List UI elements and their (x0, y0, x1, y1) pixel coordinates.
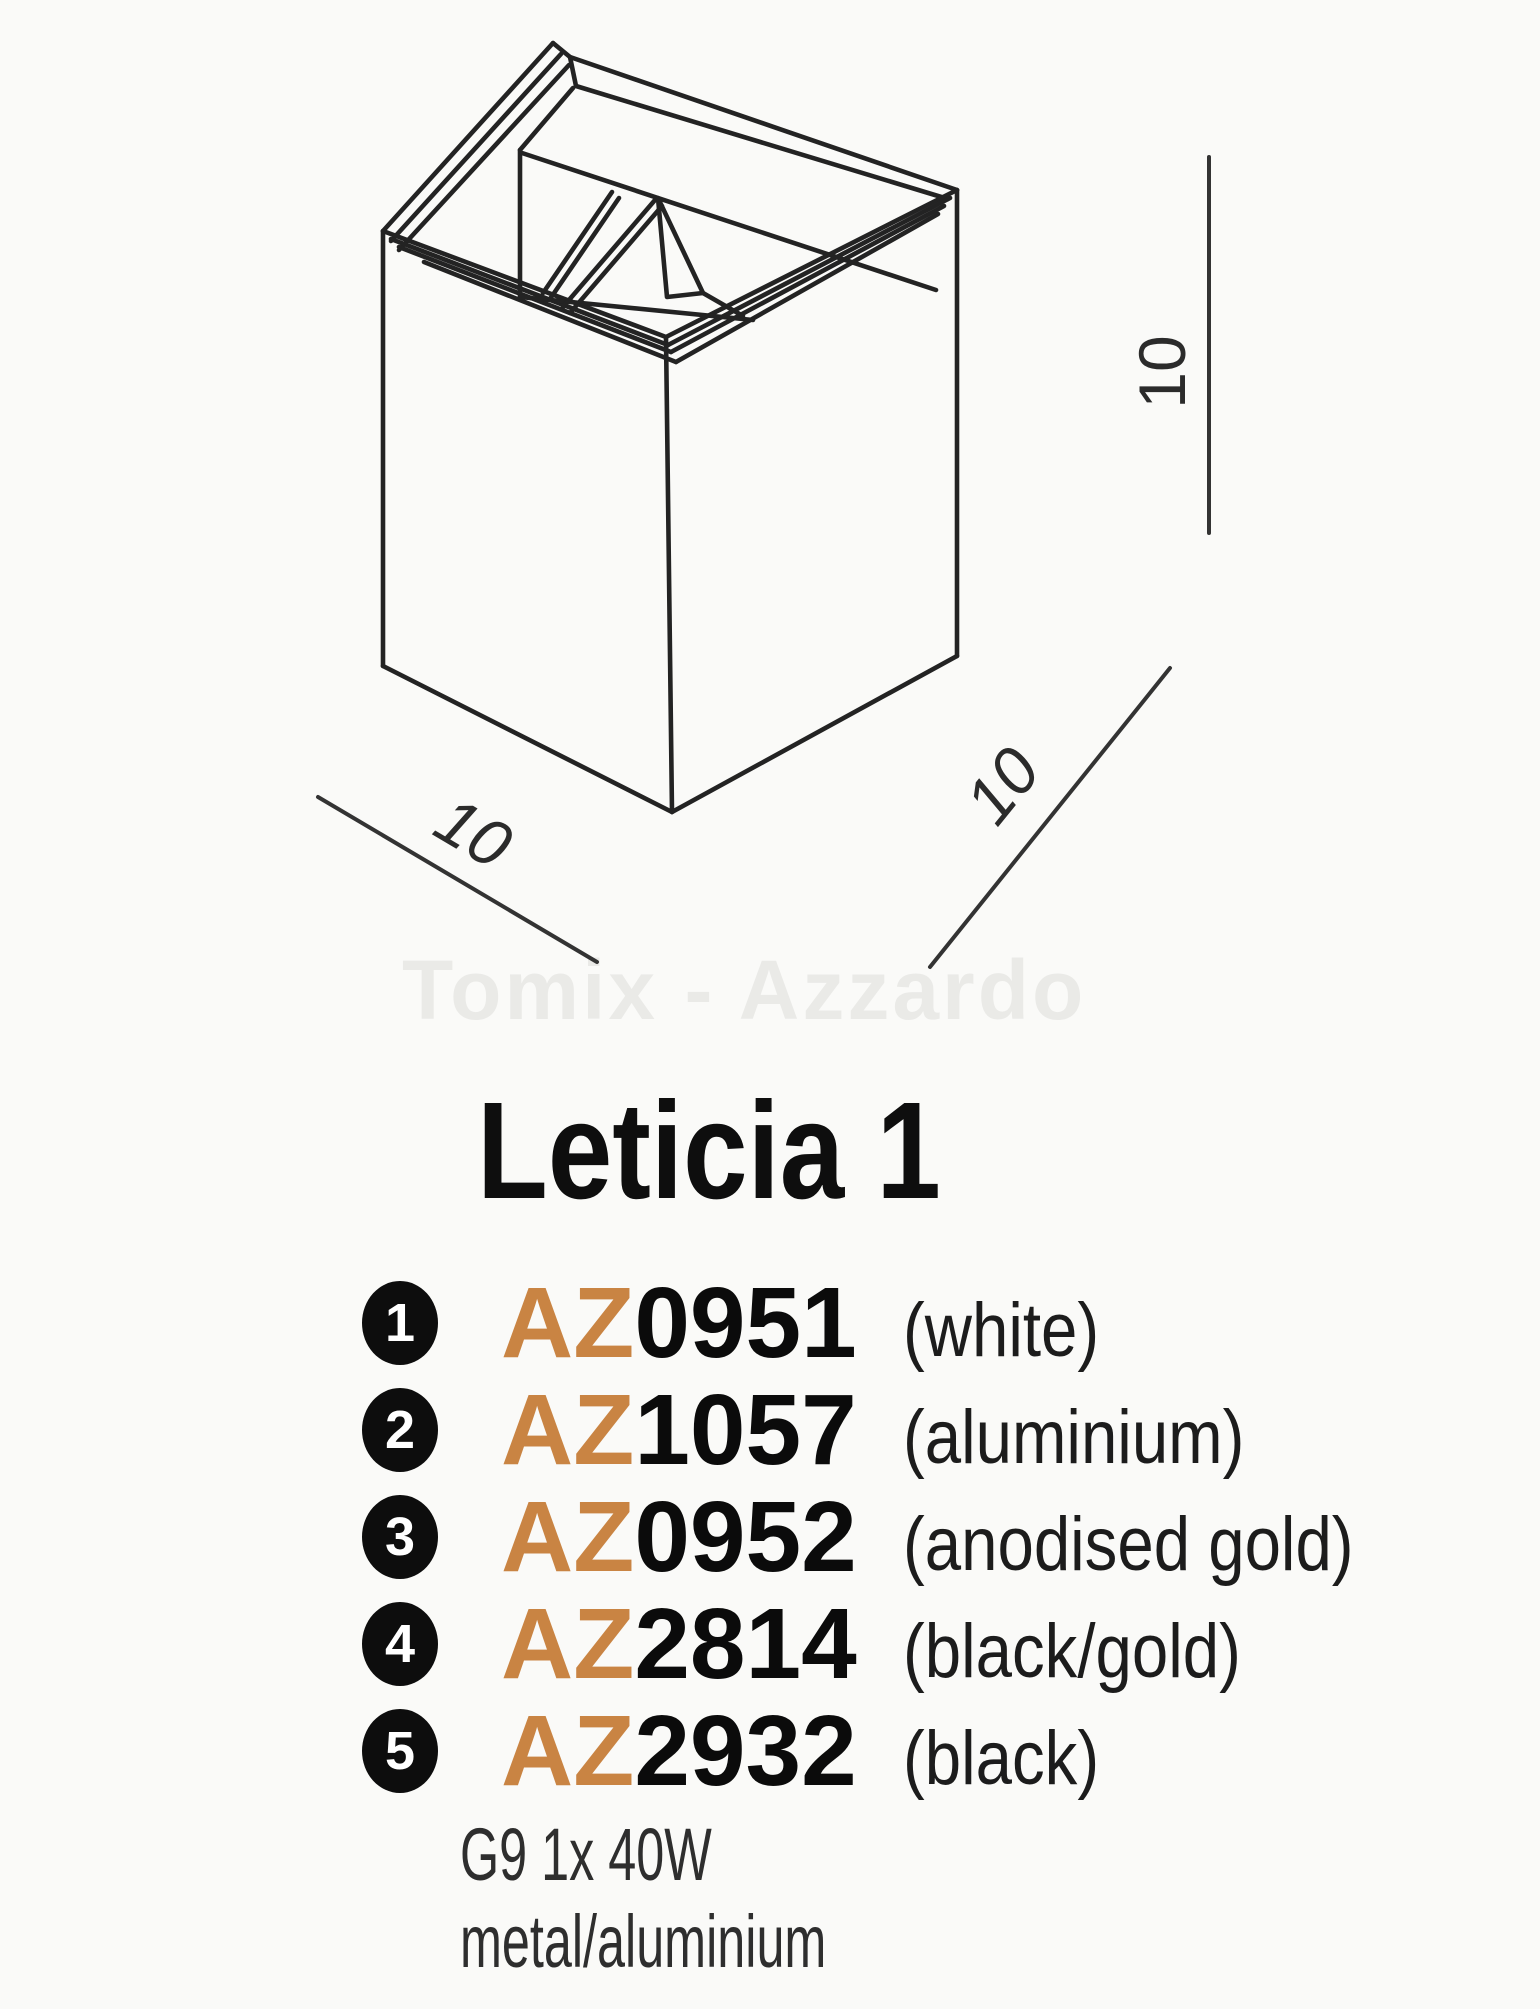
variant-number-badge: 5 (362, 1709, 438, 1793)
code-prefix: AZ (501, 1266, 635, 1379)
edge-front-vertical (666, 337, 672, 812)
dimension-label-width: 10 (423, 781, 525, 883)
code-prefix: AZ (501, 1373, 635, 1486)
variant-row-2 (362, 1373, 1300, 1486)
finish-label: (aluminium) (903, 1394, 1245, 1480)
interior-corner-to-notch (520, 88, 573, 150)
code-prefix: AZ (501, 1480, 635, 1593)
code-digits: 2932 (634, 1694, 857, 1807)
watermark-text: Tomix - Azzardo (402, 943, 1087, 1037)
finish-label: (anodised gold) (903, 1501, 1354, 1587)
cube-outline (383, 43, 957, 812)
finish-label: (white) (903, 1287, 1100, 1373)
code-digits: 2814 (634, 1587, 857, 1700)
rim-front-left-1 (383, 231, 666, 337)
product-code (501, 1480, 877, 1595)
rail-right-outer (570, 57, 957, 190)
code-prefix: AZ (501, 1587, 635, 1700)
code-digits: 0952 (634, 1480, 857, 1593)
variant-row-4 (362, 1587, 1296, 1700)
product-code (501, 1373, 877, 1488)
variant-row-5 (362, 1694, 1131, 1807)
variant-row-1 (362, 1266, 1131, 1379)
lamp-rod-2b (570, 206, 662, 313)
rail-left-outer (383, 43, 553, 231)
spec-lamp: G9 1x 40W (460, 1813, 712, 1896)
code-digits: 1057 (634, 1373, 857, 1486)
code-digits: 0951 (634, 1266, 857, 1379)
rail-right-inner (576, 86, 948, 199)
product-code (501, 1587, 877, 1702)
lamp-bracket-foot (703, 293, 743, 316)
product-code (501, 1694, 877, 1809)
spec-material: metal/aluminium (460, 1900, 827, 1983)
finish-label: (black/gold) (903, 1608, 1241, 1694)
rim-front-right-2 (668, 198, 950, 345)
dimension-label-depth: 10 (950, 733, 1054, 838)
rim-front-right-4 (676, 214, 938, 362)
variant-number-badge: 3 (362, 1495, 438, 1579)
rim-front-left-4 (424, 262, 676, 362)
edge-bottom-left (383, 666, 672, 812)
variant-number-badge: 1 (362, 1281, 438, 1365)
variant-number-badge: 2 (362, 1388, 438, 1472)
finish-label: (black) (903, 1715, 1100, 1801)
product-code (501, 1266, 877, 1381)
dimension-labels (423, 335, 1199, 883)
dimension-line-depth (930, 668, 1170, 967)
rim-front-left-2 (391, 239, 668, 345)
code-prefix: AZ (501, 1694, 635, 1807)
product-title: Leticia 1 (477, 1074, 941, 1228)
variant-row-3 (362, 1480, 1427, 1593)
rail-left-mid (391, 54, 561, 241)
peak-notch (570, 57, 576, 86)
interior-back-wall-edge (522, 153, 936, 290)
dimension-label-height: 10 (1125, 335, 1199, 409)
variant-number-badge: 4 (362, 1602, 438, 1686)
edge-bottom-right (672, 656, 957, 812)
rail-left-inner (399, 65, 569, 250)
